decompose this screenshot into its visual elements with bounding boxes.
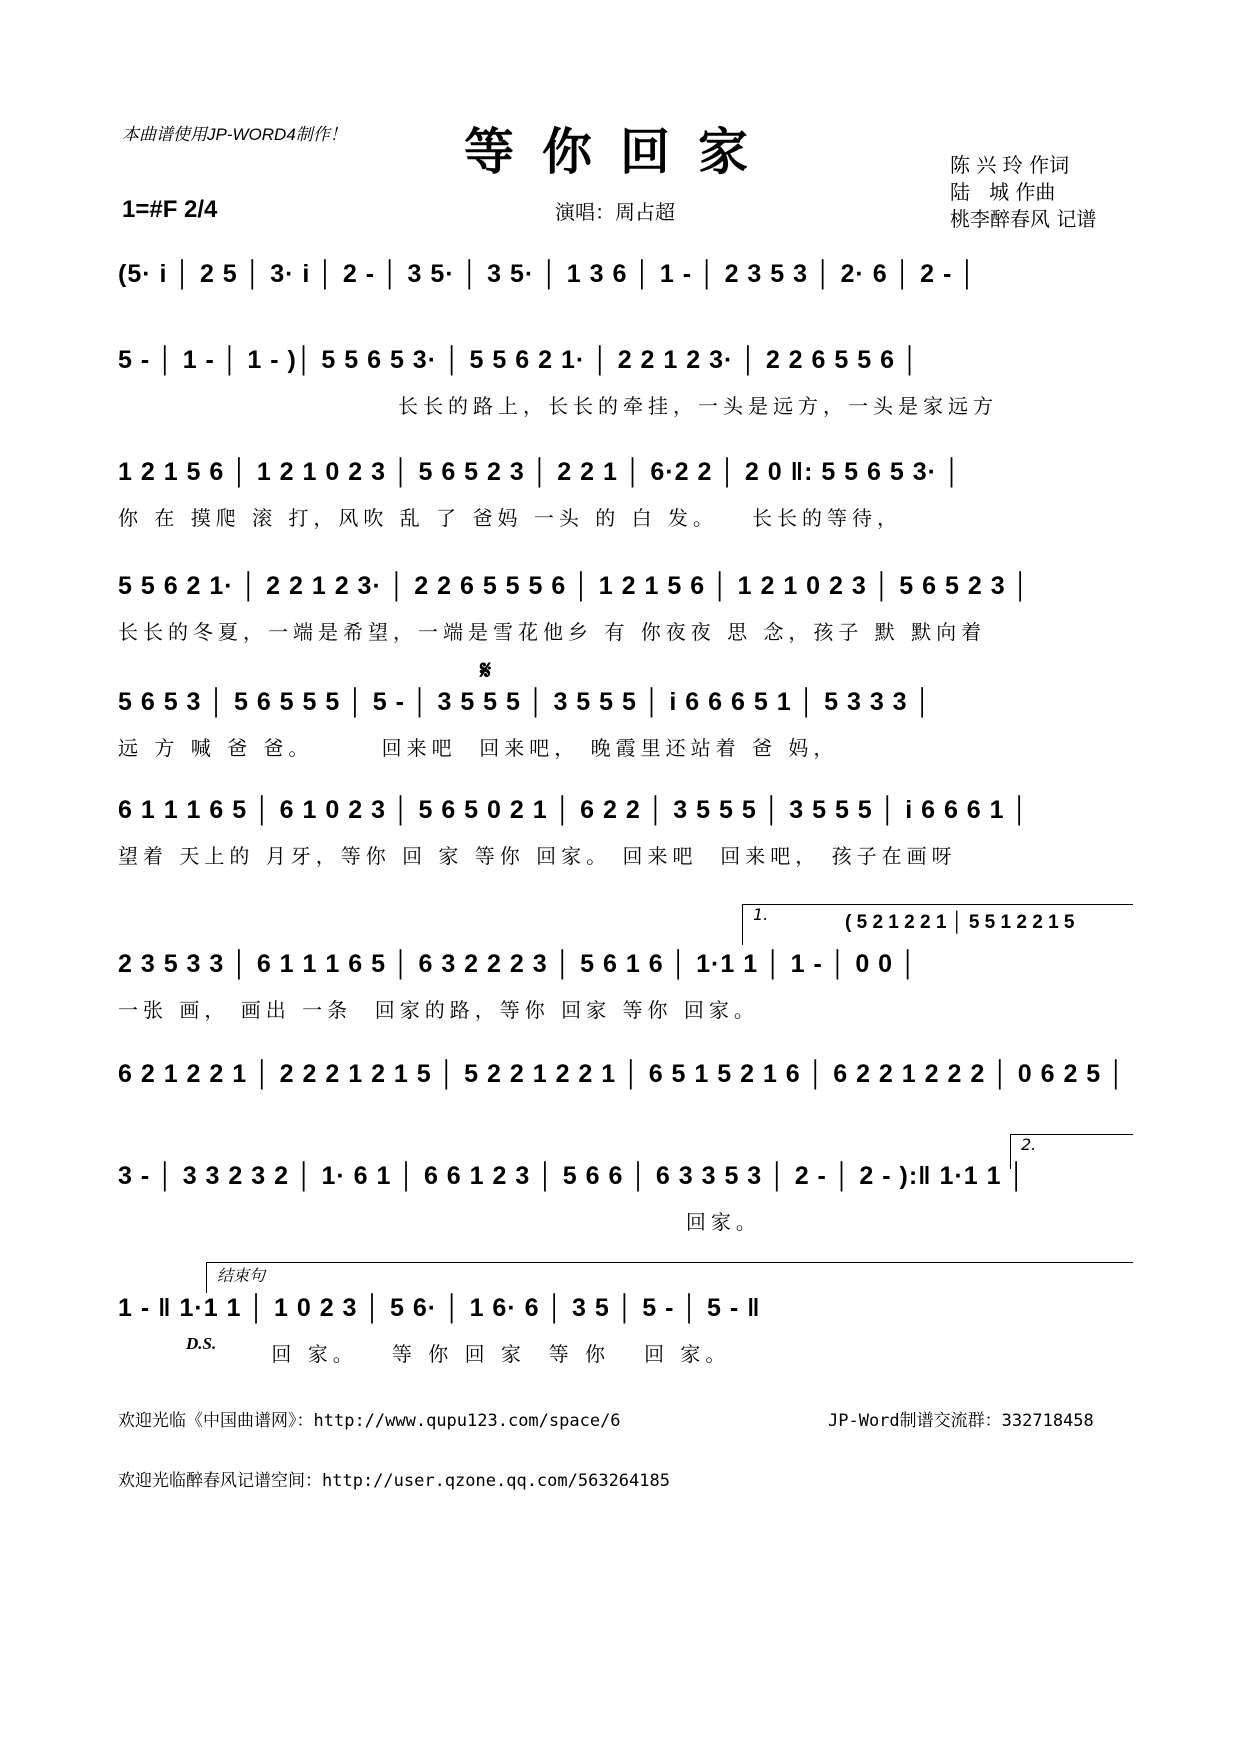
song-title: 等你回家 xyxy=(464,122,776,181)
lyrics: 长长的冬夏，一端是希望，一端是雪花他乡 有 你夜夜 思 念，孩子 默 默向着 xyxy=(118,620,987,644)
notes: 1 - ‖ 1·1 1 │ 1 0 2 3 │ 5 6· │ 1 6· 6 │ 3 5 │ 5 - │ 5 - ‖ xyxy=(118,1294,761,1322)
volta-1-notes: ( 5 2 1 2 2 1 │ 5 5 1 2 2 1 5 xyxy=(845,912,1075,933)
notes: 5 6 5 3 │ 5 6 5 5 5 │ 5 - │ 3 5 5 5 │ 3 5 5 5 │ i 6 6 6 5 1 │ 5 3 3 3 │ xyxy=(118,688,933,716)
key-signature: 1=#F 2/4 xyxy=(122,196,218,223)
notes: (5· i │ 2 5 │ 3· i │ 2 - │ 3 5· │ 3 5· │ 1 3 6 │ 1 - │ 2 3 5 3 │ 2· 6 │ 2 - │ xyxy=(118,260,977,288)
credits: 陈 兴 玲 作词 陆 城 作曲 桃李醉春风 记谱 xyxy=(950,153,1097,231)
score-row xyxy=(118,1060,1134,1140)
lyrics: 一张 画， 画出 一条 回家的路，等你 回家 等你 回家。 xyxy=(118,998,759,1022)
notes: 2 3 5 3 3 │ 6 1 1 1 6 5 │ 6 3 2 2 2 3 │ 5 6 1 6 │ 1·1 1 │ 1 - │ 0 0 │ xyxy=(118,950,918,978)
dal-segno: D.S. xyxy=(186,1334,217,1353)
notes: 6 2 1 2 2 1 │ 2 2 2 1 2 1 5 │ 5 2 2 1 2 2 1 │ 6 5 1 5 2 1 6 │ 6 2 2 1 2 2 2 │ 0 6 2 5 │ xyxy=(118,1060,1126,1088)
notes: 5 5 6 2 1· │ 2 2 1 2 3· │ 2 2 6 5 5 5 6 │ 1 2 1 5 6 │ 1 2 1 0 2 3 │ 5 6 5 2 3 │ xyxy=(118,572,1031,600)
score-row xyxy=(118,572,1134,652)
notes: 6 1 1 1 6 5 │ 6 1 0 2 3 │ 5 6 5 0 2 1 │ 6 2 2 │ 3 5 5 5 │ 3 5 5 5 │ i 6 6 6 1 │ xyxy=(118,796,1030,824)
score-row xyxy=(118,950,1134,1030)
volta-2-label: 2. xyxy=(1021,1135,1037,1154)
lyrics: 回家。 xyxy=(118,1210,761,1234)
lyrics: 望着 天上的 月牙，等你 回 家 等你 回家。 回来吧 回来吧， 孩子在画呀 xyxy=(118,844,957,868)
notes: 1 2 1 5 6 │ 1 2 1 0 2 3 │ 5 6 5 2 3 │ 2 2 1 │ 6·2 2 │ 2 0 ‖: 5 5 6 5 3· │ xyxy=(118,458,962,486)
notes: 5 - │ 1 - │ 1 - )│ 5 5 6 5 3· │ 5 5 6 2 1· │ 2 2 1 2 3· │ 2 2 6 5 5 6 │ xyxy=(118,346,920,374)
volta-1-label: 1. xyxy=(753,905,769,924)
coda-label: 结束句 xyxy=(217,1266,266,1285)
score-row xyxy=(118,796,1134,876)
software-note: 本曲谱使用JP-WORD4制作！ xyxy=(122,125,347,144)
score-row xyxy=(118,688,1134,768)
score-row xyxy=(118,346,1134,426)
footer-qzone-link: 欢迎光临醉春风记谱空间：http://user.qzone.qq.com/563264185 xyxy=(118,1471,670,1491)
lyrics: 长长的路上，长长的牵挂，一头是远方，一头是家远方 xyxy=(398,394,998,418)
footer-site-link: 欢迎光临《中国曲谱网》：http://www.qupu123.com/space/6 xyxy=(118,1411,621,1431)
segno-sign: 𝄋 xyxy=(480,656,492,686)
notes: 3 - │ 3 3 2 3 2 │ 1· 6 1 │ 6 6 1 2 3 │ 5 6 6 │ 6 3 3 5 3 │ 2 - │ 2 - ):‖ 1·1 1 │ xyxy=(118,1162,1027,1190)
singer: 演唱：周占超 xyxy=(555,200,675,224)
coda-bracket xyxy=(206,1262,1133,1293)
lyrics: 远 方 喊 爸 爸。 回来吧 回来吧， 晚霞里还站着 爸 妈， xyxy=(118,736,839,760)
score-row xyxy=(118,458,1134,538)
lyrics: 回 家。 等 你 回 家 等 你 回 家。 xyxy=(226,1342,731,1366)
score-row xyxy=(118,1162,1134,1242)
score-row xyxy=(118,1294,1134,1374)
score-row xyxy=(118,260,1134,340)
lyrics: 你 在 摸爬 滚 打，风吹 乱 了 爸妈 一头 的 白 发。 长长的等待， xyxy=(118,506,903,530)
footer-group: JP-Word制谱交流群：332718458 xyxy=(828,1411,1094,1431)
